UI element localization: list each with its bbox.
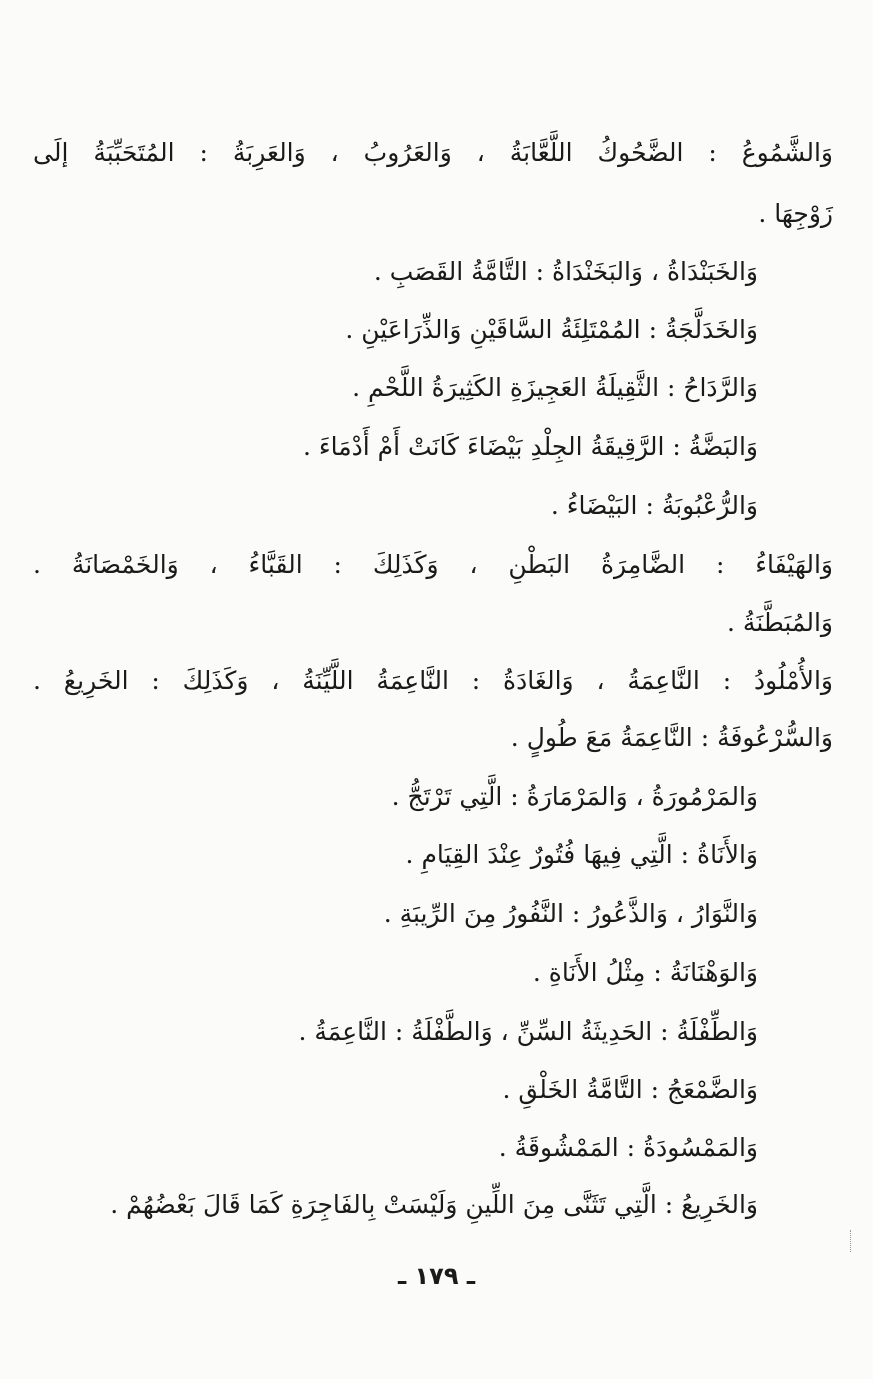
text-line-19: وَالخَرِيعُ : الَّتِي تَثَنَّى مِنَ اللِّينِ وَلَيْسَتْ بِالفَاجِرَةِ كَمَا قَالَ بَعْضُهُمْ . [110,1190,758,1219]
text-line-14: وَالنَّوَارُ ، وَالذَّعُورُ : النَّفُورُ مِنَ الرِّيبَةِ . [383,899,758,928]
text-line-17: وَالضَّمْعَجُ : التَّامَّةُ الخَلْقِ . [502,1075,758,1104]
text-line-8: وَالهَيْفَاءُ : الضَّامِرَةُ البَطْنِ ، وَكَذَلِكَ : القَبَّاءُ ، وَالخَمْصَانَةُ . [33,550,833,579]
text-line-1: وَالشَّمُوعُ : الضَّحُوكُ اللَّعَّابَةُ ، وَالعَرُوبُ ، وَالعَرِبَةُ : المُتَحَبِّبَةُ إلَى [33,138,833,167]
text-line-16: وَالطِّفْلَةُ : الحَدِيثَةُ السِّنِّ ، وَالطَّفْلَةُ : النَّاعِمَةُ . [298,1017,758,1046]
text-line-13: وَالأَنَاةُ : الَّتِي فِيهَا فُتُورٌ عِنْدَ القِيَامِ . [405,840,758,869]
text-line-7: وَالرُّعْبُوبَةُ : البَيْضَاءُ . [550,491,758,520]
text-line-9: وَالمُبَطَّنَةُ . [727,608,833,637]
text-line-12: وَالمَرْمُورَةُ ، وَالمَرْمَارَةُ : الَّتِي تَرْتَجُّ . [391,782,758,811]
text-line-18: وَالمَمْسُودَةُ : المَمْشُوقَةُ . [498,1133,758,1162]
text-line-2: زَوْجِهَا . [758,199,833,228]
text-line-11: وَالسُّرْعُوفَةُ : النَّاعِمَةُ مَعَ طُولٍ . [510,723,833,752]
text-line-6: وَالبَضَّةُ : الرَّقِيقَةُ الجِلْدِ بَيْضَاءَ كَانَتْ أَمْ أَدْمَاءَ . [302,432,758,461]
margin-mark [850,1230,853,1252]
text-line-15: وَالوَهْنَانَةُ : مِثْلُ الأَنَاةِ . [532,958,758,987]
text-line-3: وَالخَبَنْدَاةُ ، وَالبَخَنْدَاةُ : التَّامَّةُ القَصَبِ . [373,257,758,286]
page-number: ـ ١٧٩ ـ [397,1262,476,1290]
text-line-10: وَالأُمْلُودُ : النَّاعِمَةُ ، وَالغَادَةُ : النَّاعِمَةُ اللَّيِّنَةُ ، وَكَذَلِكَ : الخَرِيعُ . [33,666,833,695]
text-line-5: وَالرَّدَاحُ : الثَّقِيلَةُ العَجِيزَةِ الكَثِيرَةُ اللَّحْمِ . [352,373,758,402]
text-line-4: وَالخَدَلَّجَةُ : المُمْتَلِئَةُ السَّاقَيْنِ وَالذِّرَاعَيْنِ . [345,315,758,344]
